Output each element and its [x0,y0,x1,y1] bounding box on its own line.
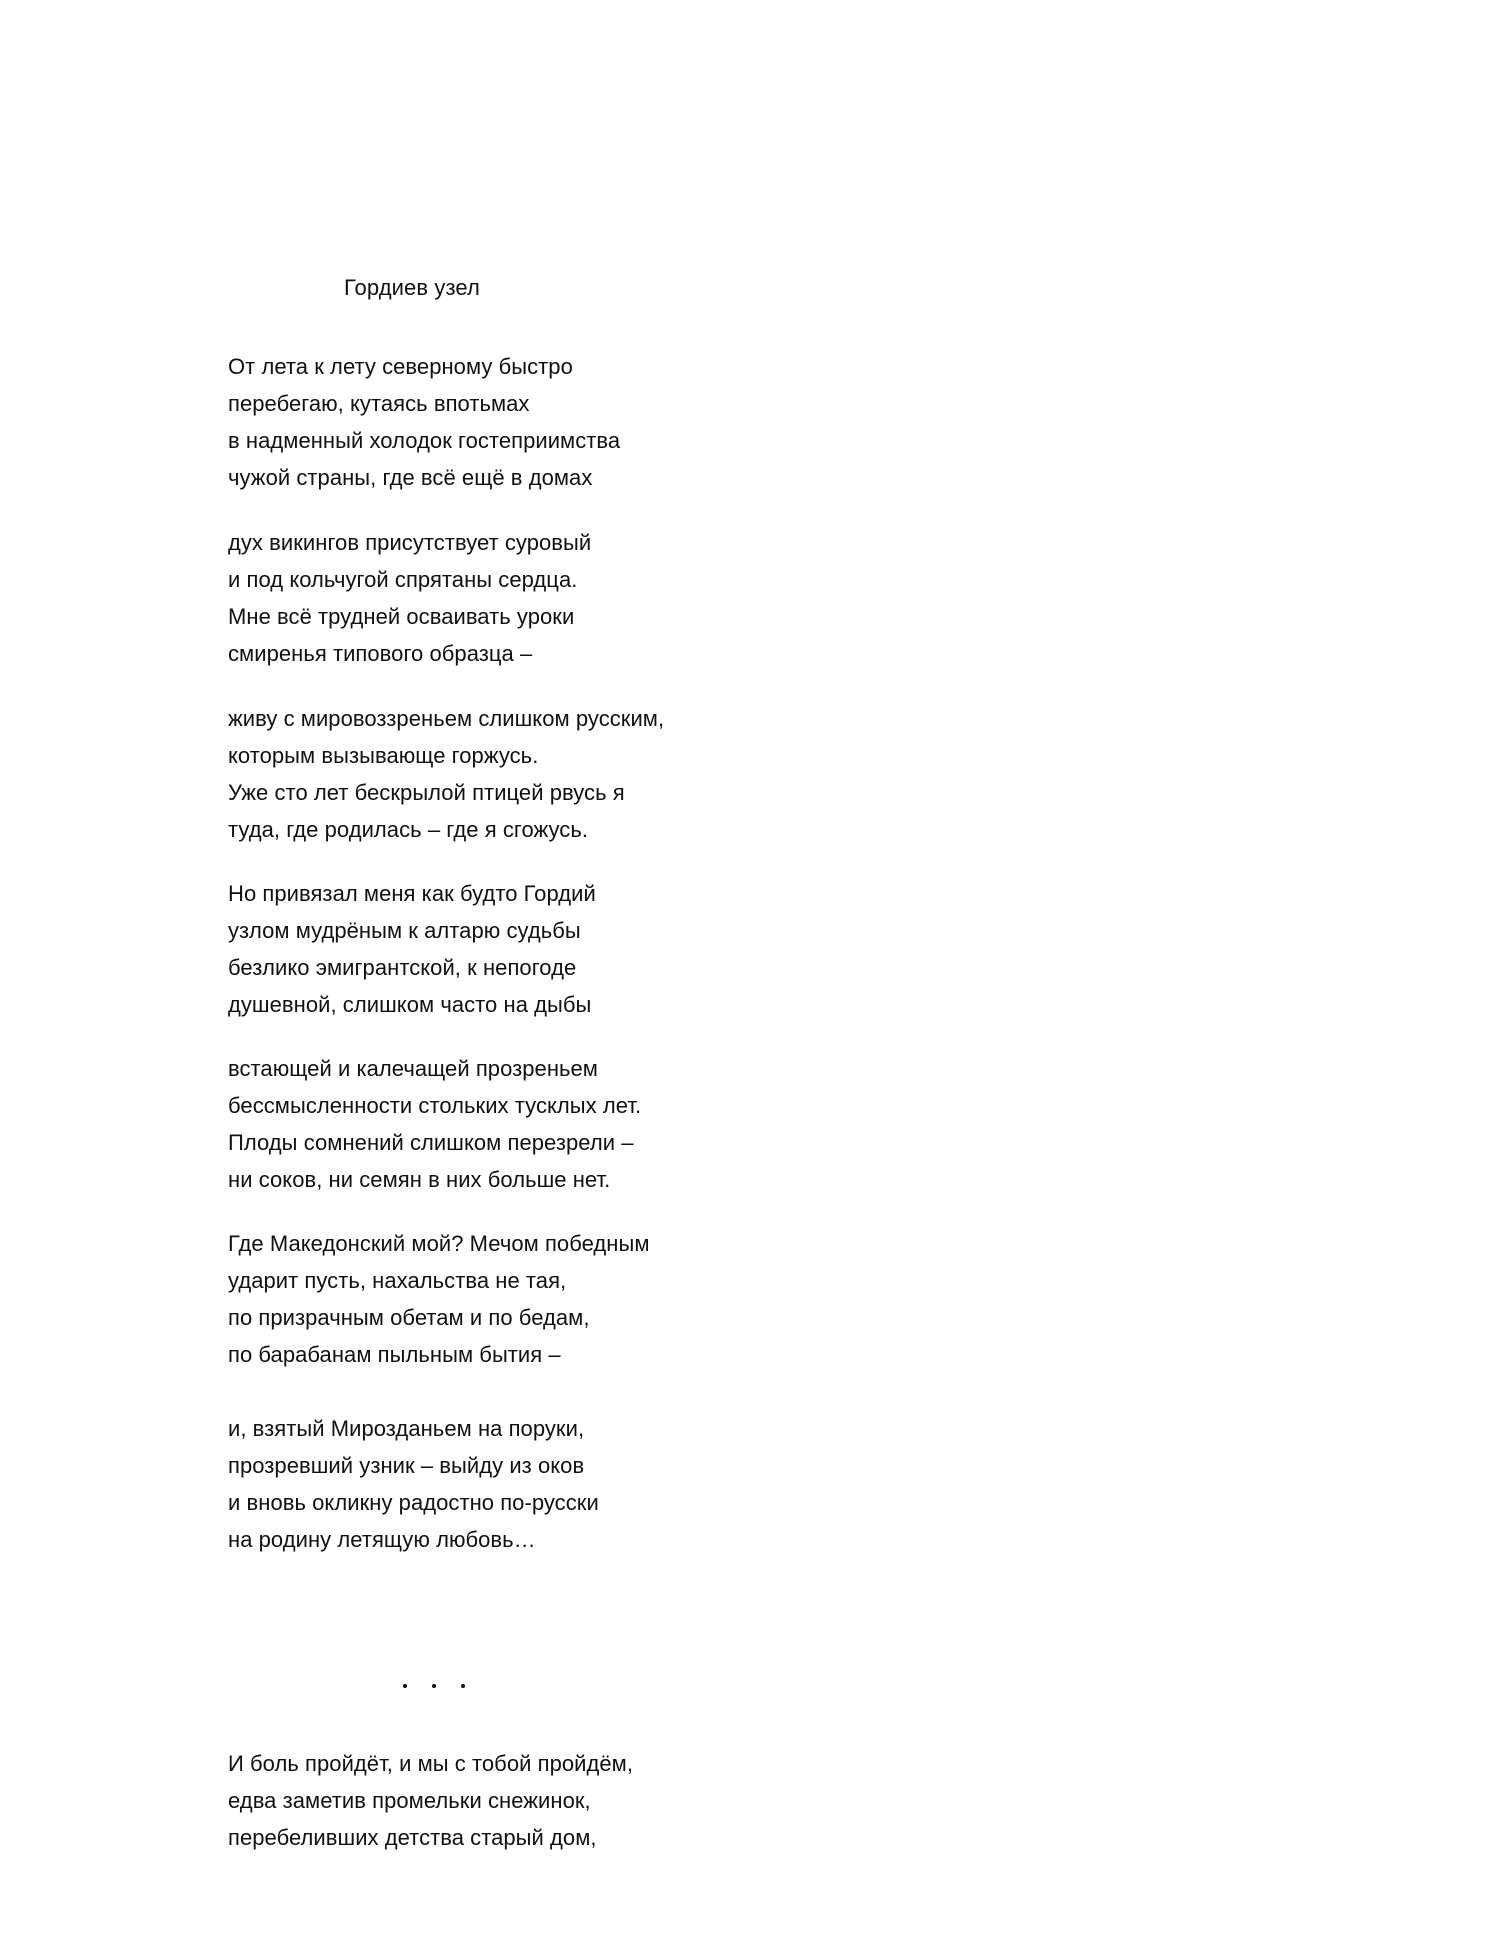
separator-dot [432,1684,436,1688]
poem-line: прозревший узник – выйду из оков [228,1453,585,1478]
poem-line: ударит пусть, нахальства не тая, [228,1268,567,1293]
poem-line: бессмысленности стольких тусклых лет. [228,1093,642,1118]
separator-dot [403,1684,407,1688]
stanza-1 [228,348,620,496]
poem-line: туда, где родилась – где я сгожусь. [228,817,589,842]
stanza-3 [228,700,664,848]
poem-line: ни соков, ни семян в них больше нет. [228,1167,611,1192]
poem-line: перебегаю, кутаясь впотьмах [228,391,530,416]
poem-line: которым вызывающе горжусь. [228,743,539,768]
poem-line: едва заметив промельки снежинок, [228,1788,591,1813]
poem-line: смиренья типового образца – [228,641,533,666]
poem-line: Уже сто лет бескрылой птицей рвусь я [228,780,625,805]
poem-line: и, взятый Мирозданьем на поруки, [228,1416,585,1441]
stanza-6 [228,1225,650,1373]
poem-line: дух викингов присутствует суровый [228,530,592,555]
poem-line: Где Македонский мой? Мечом победным [228,1231,650,1256]
poem-line: по барабанам пыльным бытия – [228,1342,561,1367]
poem-line: Плоды сомнений слишком перезрели – [228,1130,634,1155]
poem-line: живу с мировоззреньем слишком русским, [228,706,665,731]
poem-line: в надменный холодок гостеприимства [228,428,621,453]
poem-line: безлико эмигрантской, к непогоде [228,955,577,980]
poem-line: Мне всё трудней осваивать уроки [228,604,575,629]
stanza-2 [228,524,591,672]
poem-line: И боль пройдёт, и мы с тобой пройдём, [228,1751,633,1776]
poem-line: встающей и калечащей прозреньем [228,1056,598,1081]
stanza-7 [228,1410,599,1558]
poem-title: Гордиев узел [344,275,480,300]
poem2-stanza-1 [228,1745,633,1856]
poem-line: узлом мудрёным к алтарю судьбы [228,918,581,943]
section-separator [398,1676,478,1696]
poem-line: перебеливших детства старый дом, [228,1825,597,1850]
poem-line: душевной, слишком часто на дыбы [228,992,592,1017]
poem-line: Но привязал меня как будто Гордий [228,881,596,906]
separator-dot [461,1684,465,1688]
poem-line: От лета к лету северному быстро [228,354,573,379]
stanza-5 [228,1050,641,1198]
poem-line: и под кольчугой спрятаны сердца. [228,567,578,592]
poem-line: чужой страны, где всё ещё в домах [228,465,593,490]
stanza-4 [228,875,596,1023]
poem-line: на родину летящую любовь… [228,1527,536,1552]
poem-line: и вновь окликну радостно по-русски [228,1490,599,1515]
poem-line: по призрачным обетам и по бедам, [228,1305,590,1330]
